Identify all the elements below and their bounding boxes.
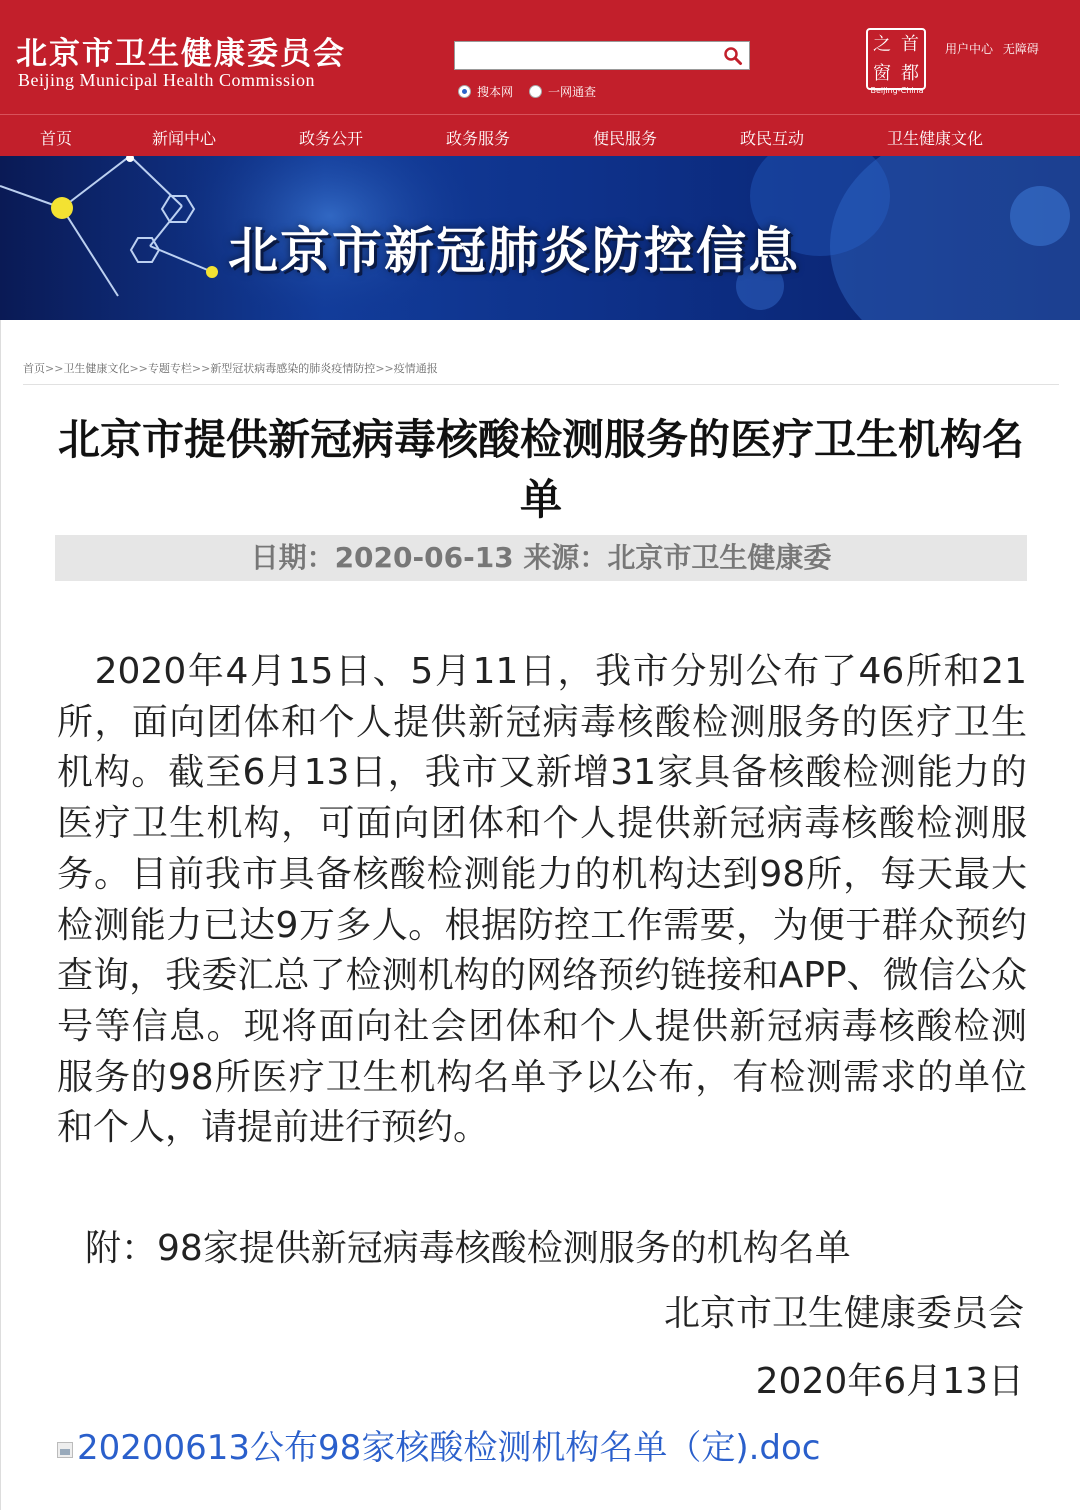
article-sign-date: 2020年6月13日	[755, 1361, 1024, 1402]
attachment-note: 附：98家提供新冠病毒核酸检测服务的机构名单	[85, 1228, 851, 1269]
search-scope-label-all: 一网通查	[548, 85, 597, 99]
top-links	[945, 40, 1045, 57]
main-nav	[0, 114, 1080, 156]
breadcrumb	[23, 360, 438, 376]
search-scope-label-site: 搜本网	[477, 85, 514, 99]
breadcrumb-item-covid-control[interactable]: 新型冠状病毒感染的肺炎疫情防控	[210, 362, 376, 375]
search-icon[interactable]	[723, 46, 743, 66]
capital-window-logo[interactable]	[866, 28, 926, 90]
seal-char: 窗	[873, 63, 891, 84]
broken-image-icon	[57, 1442, 73, 1458]
search-scope-radio-site[interactable]	[458, 85, 471, 98]
nav-item-gov-service[interactable]: 政务服务	[446, 129, 511, 148]
breadcrumb-item-bulletin[interactable]: 疫情通报	[393, 362, 438, 375]
breadcrumb-separator: >>	[375, 362, 394, 375]
seal-char: 之	[873, 34, 891, 55]
nav-item-gov-info[interactable]: 政务公开	[299, 129, 364, 148]
breadcrumb-item-health-culture[interactable]: 卫生健康文化	[63, 362, 130, 375]
search-input[interactable]	[454, 41, 750, 70]
article-signer: 北京市卫生健康委员会	[663, 1293, 1024, 1334]
covid-banner	[0, 156, 1080, 320]
breadcrumb-separator: >>	[129, 362, 148, 375]
article-body: 2020年4月15日、5月11日，我市分别公布了46所和21所，面向团体和个人提供新冠病毒核酸检测服务的医疗卫生机构。截至6月13日，我市又新增31家具备核酸检测能力的医疗卫生机构，可面向团体和个人提供新冠病毒核酸检测服务。目前我市具备核酸检测能力的机构达到98所，每天最大检测能力已达9万多人。根据防控工作需要，为便于群众预约查询，我委汇总了检测机构的网络预约链接和APP、微信公众号等信息。现将面向社会团体和个人提供新冠病毒核酸检测服务的98所医疗卫生机构名单予以公布，有检测需求的单位和个人，请提前进行预约。	[57, 651, 1027, 1149]
breadcrumb-separator: >>	[191, 362, 211, 375]
article-title: 北京市提供新冠病毒核酸检测服务的医疗卫生机构名单	[57, 415, 1024, 524]
nav-item-interaction[interactable]: 政民互动	[740, 129, 805, 148]
nav-item-public-service[interactable]: 便民服务	[593, 129, 658, 148]
user-center-link[interactable]: 用户中心	[945, 42, 994, 56]
accessibility-link[interactable]: 无障碍	[1002, 42, 1039, 56]
article-meta: 日期：2020-06-13 来源：北京市卫生健康委	[55, 535, 1027, 581]
seal-char: 都	[901, 63, 919, 84]
nav-item-news[interactable]: 新闻中心	[152, 129, 217, 148]
banner-title: 北京市新冠肺炎防控信息	[228, 222, 800, 280]
search-scope-options	[458, 83, 606, 100]
breadcrumb-item-topics[interactable]: 专题专栏	[147, 362, 192, 375]
breadcrumb-separator: >>	[45, 362, 64, 375]
attachment-doc-label[interactable]: 20200613公布98家核酸检测机构名单（定).doc	[77, 1428, 821, 1468]
site-logo-cn[interactable]: 北京市卫生健康委员会	[16, 36, 346, 72]
attachment-doc-link[interactable]	[57, 1420, 820, 1469]
seal-caption: Beijing-China	[870, 86, 924, 95]
divider	[23, 384, 1059, 385]
search-scope-radio-all[interactable]	[529, 85, 542, 98]
site-header	[0, 0, 1080, 114]
article-container	[0, 320, 1080, 1510]
seal-char: 首	[901, 34, 919, 55]
nav-item-home[interactable]: 首页	[40, 129, 73, 148]
breadcrumb-item-home[interactable]: 首页	[23, 362, 45, 375]
site-logo-en[interactable]: Beijing Municipal Health Commission	[18, 70, 315, 90]
nav-item-health-culture[interactable]: 卫生健康文化	[887, 129, 984, 148]
